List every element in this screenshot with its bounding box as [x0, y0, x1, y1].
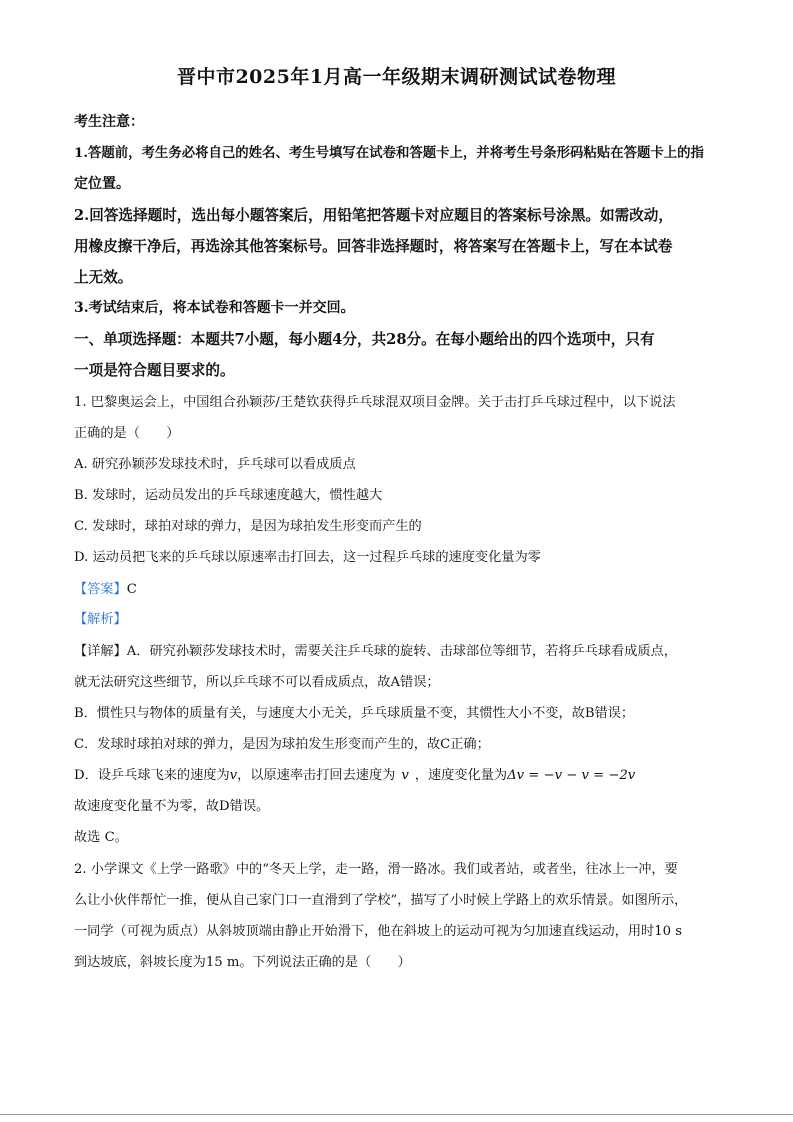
q1-stem-line-1: 1. 巴黎奥运会上，中国组合孙颖莎/王楚钦获得乒乓球混双项目金牌。关于击打乒乓球过程中，以下说法: [74, 395, 676, 410]
math-delta-v: Δv = −v − v = −2v: [507, 768, 636, 783]
notice-item-1-line-2: 定位置。: [74, 176, 130, 192]
notice-item-1-line-1: 1.答题前，考生务必将自己的姓名、考生号填写在试卷和答题卡上，并将考生号条形码粘贴在答题卡上的指: [74, 145, 704, 161]
page-title: 晋中市2025年1月高一年级期末调研测试试卷物理: [176, 66, 617, 88]
q2-line-3-text: 一同学（可视为质点）从斜坡顶端由静止开始滑下，他在斜坡上的运动可视为匀加速直线运动，用时: [74, 924, 655, 939]
q2-line-2: 么让小伙伴帮忙一推，便从自己家门口一直滑到了学校”，描写了小时候上学路上的欢乐情景。如图所示，: [74, 893, 688, 908]
page-bottom-rule: [0, 1114, 793, 1115]
d-text-2: ，以原速率击打回去速度为: [237, 768, 396, 783]
math-v-2: v: [401, 768, 409, 783]
d-text-3: ，速度变化量为: [414, 768, 508, 783]
q1-detail-line-d: [74, 764, 734, 783]
answer-value: C: [126, 582, 137, 597]
q1-choose: 故选 C。: [74, 830, 128, 845]
notice-item-2-line-1: 2.回答选择题时，选出每小题答案后，用铅笔把答题卡对应题目的答案标号涂黑。如需改动，: [74, 207, 673, 224]
math-length: 15 m: [205, 955, 240, 970]
q1-detail-line-4: C．发球时球拍对球的弹力，是因为球拍发生形变而产生的，故C正确；: [74, 737, 490, 752]
notice-item-2-line-3: 上无效。: [74, 269, 133, 286]
q2-line-4-text-1: 到达坡底，斜坡长度为: [74, 955, 206, 970]
q2-line-4-text-2: 。下列说法正确的是（ ）: [239, 955, 411, 970]
q1-detail-line-3: B．惯性只与物体的质量有关，与速度大小无关，乒乓球质量不变，其惯性大小不变，故B错误；: [74, 706, 635, 721]
analysis-tag: 【解析】: [74, 612, 127, 627]
q1-detail-line-1: 【详解】A．研究孙颖莎发球技术时，需要关注乒乓球的旋转、击球部位等细节，若将乒乓球看成质点，: [74, 644, 677, 659]
q1-option-a: A. 研究孙颖莎发球技术时，乒乓球可以看成质点: [74, 457, 356, 472]
notice-item-2-line-2: 用橡皮擦干净后，再选涂其他答案标号。回答非选择题时，将答案写在答题卡上，写在本试卷: [74, 238, 673, 255]
notice-item-3: 3.考试结束后，将本试卷和答题卡一并交回。: [74, 300, 355, 316]
q1-conclusion: 故速度变化量不为零，故D错误。: [74, 799, 270, 814]
q1-option-b: B. 发球时，运动员发出的乒乓球速度越大，惯性越大: [74, 488, 383, 503]
d-text-1: D．设乒乓球飞来的速度为: [74, 768, 230, 783]
q2-line-3: [74, 920, 734, 939]
notice-heading: 考生注意：: [74, 114, 144, 130]
q1-answer-row: [74, 578, 734, 597]
answer-tag: 【答案】: [74, 582, 127, 597]
q2-line-1: 2. 小学课文《上学一路歌》中的“冬天上学，走一路，滑一路冰。我们或者站，或者坐，往冰上一冲，要: [74, 862, 678, 877]
math-time: 10 s: [654, 924, 682, 939]
math-v-1: v: [229, 768, 238, 783]
q1-option-d: D. 运动员把飞来的乒乓球以原速率击打回去，这一过程乒乓球的速度变化量为零: [74, 550, 541, 565]
section-1-heading-line-1: 一、单项选择题：本题共7小题，每小题4分，共28分。在每小题给出的四个选项中，只有: [74, 331, 655, 348]
section-1-heading-line-2: 一项是符合题目要求的。: [74, 362, 235, 379]
q1-detail-line-2: 就无法研究这些细节，所以乒乓球不可以看成质点，故A错误；: [74, 675, 440, 690]
q1-option-c: C. 发球时，球拍对球的弹力，是因为球拍发生形变而产生的: [74, 519, 422, 534]
q2-line-4: [74, 951, 734, 970]
q1-stem-line-2: 正确的是（ ）: [74, 426, 180, 441]
